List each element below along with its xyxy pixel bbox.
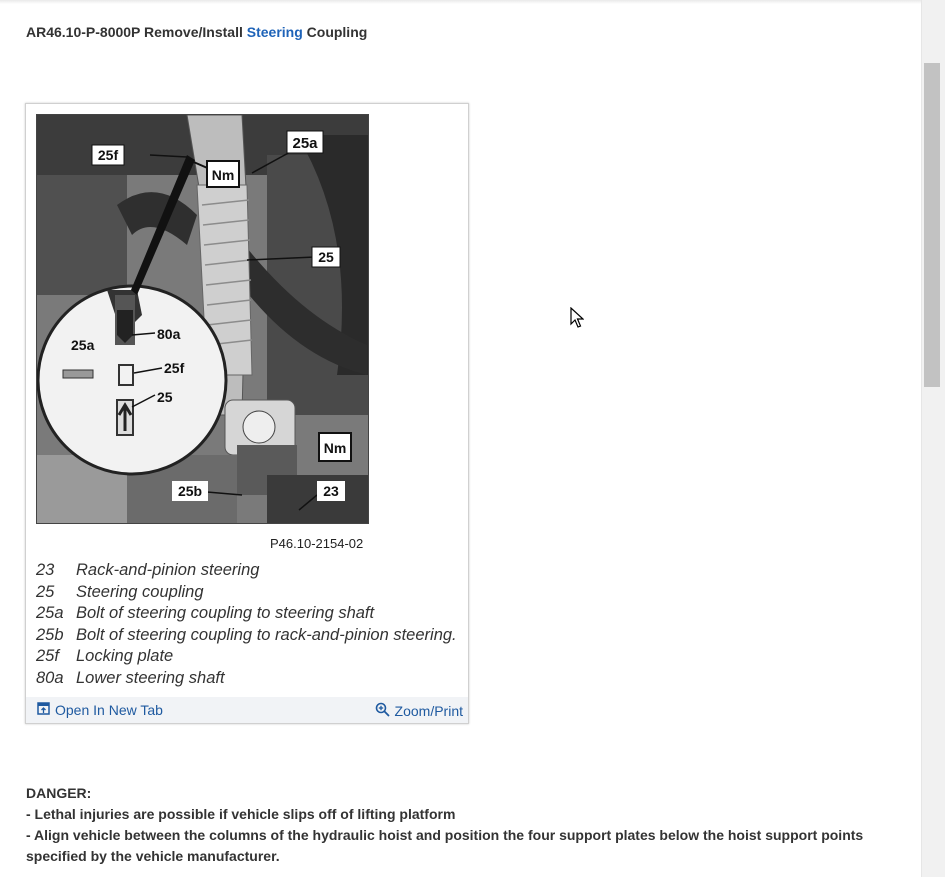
zoom-icon <box>375 702 390 720</box>
danger-heading: DANGER: <box>26 785 92 801</box>
steering-coupling-photo <box>36 114 369 524</box>
figure-code: P46.10-2154-02 <box>270 536 364 551</box>
callout-25f-circle: 25f <box>164 360 185 376</box>
legend-item <box>36 646 457 668</box>
vertical-scrollbar[interactable] <box>921 0 945 877</box>
legend-item <box>36 668 457 690</box>
title-highlight: Steering <box>246 24 303 40</box>
legend-code: 25f <box>36 647 59 665</box>
callout-25b: 25b <box>177 483 203 499</box>
callout-25-right: 25 <box>318 249 334 265</box>
title-suffix: Coupling <box>302 24 368 40</box>
legend-text: Rack-and-pinion steering <box>76 561 260 579</box>
legend-code: 23 <box>36 561 55 579</box>
danger-item: - Lethal injuries are possible if vehicle slips off of lifting platform <box>26 806 456 822</box>
figure-legend <box>36 560 457 689</box>
callout-23: 23 <box>323 483 339 499</box>
callout-80a: 80a <box>157 326 181 342</box>
callout-25a-circle: 25a <box>71 337 95 353</box>
callout-25f-top: 25f <box>97 147 119 163</box>
figure-actions-bar <box>26 697 468 723</box>
title-prefix: AR46.10-P-8000P Remove/Install <box>26 24 247 40</box>
legend-code: 25b <box>36 625 64 644</box>
legend-item <box>36 625 457 647</box>
legend-text: Bolt of steering coupling to steering shaft <box>76 604 375 622</box>
legend-text: Lower steering shaft <box>76 668 225 687</box>
legend-code: 25 <box>36 582 55 601</box>
open-in-new-tab-link[interactable] <box>37 702 163 718</box>
legend-item <box>36 582 457 604</box>
legend-text: Steering coupling <box>76 582 204 601</box>
callout-nm-top: Nm <box>211 167 235 183</box>
legend-code: 25a <box>36 604 64 622</box>
figure-panel <box>25 103 469 724</box>
callout-nm-bottom: Nm <box>323 440 347 456</box>
legend-text: Locking plate <box>76 647 174 665</box>
legend-code: 80a <box>36 668 64 687</box>
zoom-print-link[interactable] <box>375 702 463 720</box>
callout-25-circle: 25 <box>157 389 173 405</box>
top-shadow <box>0 0 922 4</box>
open-new-tab-icon <box>37 702 50 718</box>
zoom-print-label: Zoom/Print <box>394 703 463 719</box>
danger-notice <box>26 783 916 867</box>
danger-item: - Align vehicle between the columns of the hydraulic hoist and position the four support plates below the hoist support points specified by the vehicle manufacturer. <box>26 827 864 864</box>
callout-25a-top: 25a <box>292 135 318 152</box>
scrollbar-thumb[interactable] <box>924 63 940 387</box>
mouse-cursor-icon <box>570 307 584 334</box>
legend-item <box>36 560 457 582</box>
open-in-new-tab-label: Open In New Tab <box>55 702 163 718</box>
legend-text: Bolt of steering coupling to rack-and-pinion steering. <box>76 625 457 644</box>
legend-item <box>36 603 457 625</box>
page-title <box>26 24 367 40</box>
